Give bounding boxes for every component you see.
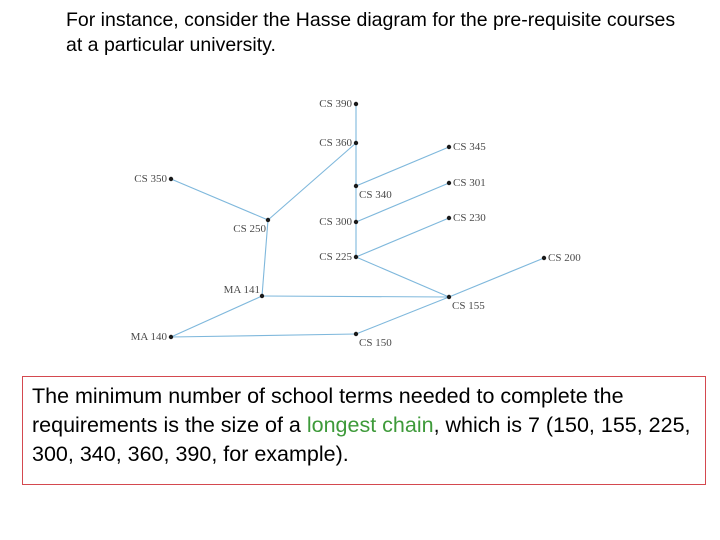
summary-box bbox=[22, 376, 706, 485]
edge-cs360-cs250 bbox=[268, 143, 356, 220]
node-cs360 bbox=[319, 137, 358, 149]
node-label-cs150: CS 150 bbox=[359, 337, 392, 349]
edge-cs155-cs150 bbox=[356, 297, 449, 334]
intro-text: For instance, consider the Hasse diagram for the pre-requisite courses at a particular university. bbox=[66, 9, 676, 56]
node-dot-cs360 bbox=[354, 141, 358, 145]
node-label-ma141: MA 141 bbox=[223, 284, 260, 296]
node-dot-ma141 bbox=[260, 294, 264, 298]
node-dot-cs225 bbox=[354, 255, 358, 259]
summary-before: The minimum number of school terms needed to complete the requirements is the size of a bbox=[32, 384, 624, 437]
node-label-cs200: CS 200 bbox=[548, 252, 581, 264]
node-ma140 bbox=[131, 331, 174, 343]
edge-cs230-cs225 bbox=[356, 218, 449, 257]
node-label-cs301: CS 301 bbox=[453, 177, 486, 189]
edge-ma141-cs155 bbox=[262, 296, 449, 297]
node-dot-cs155 bbox=[447, 295, 451, 299]
node-cs345 bbox=[447, 141, 486, 153]
node-label-cs345: CS 345 bbox=[453, 141, 486, 153]
node-cs150 bbox=[354, 332, 392, 349]
node-cs250 bbox=[233, 218, 270, 235]
node-dot-cs230 bbox=[447, 216, 451, 220]
summary-text bbox=[32, 382, 702, 469]
edge-ma140-cs150 bbox=[171, 334, 356, 337]
node-dot-cs350 bbox=[169, 177, 173, 181]
node-dot-cs390 bbox=[354, 102, 358, 106]
edge-cs350-cs250 bbox=[171, 179, 268, 220]
longest-chain-highlight: longest chain bbox=[306, 413, 434, 437]
edge-cs225-cs155 bbox=[356, 257, 449, 297]
node-label-cs340: CS 340 bbox=[359, 189, 392, 201]
node-cs340 bbox=[354, 184, 392, 201]
node-dot-cs200 bbox=[542, 256, 546, 260]
node-cs350 bbox=[134, 173, 173, 185]
node-label-cs155: CS 155 bbox=[452, 300, 485, 312]
node-cs230 bbox=[447, 212, 486, 224]
edge-cs345-cs340 bbox=[356, 147, 449, 186]
node-dot-cs250 bbox=[266, 218, 270, 222]
node-cs301 bbox=[447, 177, 486, 189]
node-label-cs225: CS 225 bbox=[319, 251, 352, 263]
node-label-cs300: CS 300 bbox=[319, 216, 352, 228]
node-dot-cs150 bbox=[354, 332, 358, 336]
summary-after: , which is 7 (150, 155, 225, 300, 340, 360, 390, for example). bbox=[32, 413, 691, 466]
node-label-cs350: CS 350 bbox=[134, 173, 167, 185]
node-dot-cs345 bbox=[447, 145, 451, 149]
node-cs225 bbox=[319, 251, 358, 263]
node-dot-cs340 bbox=[354, 184, 358, 188]
edge-cs200-cs155 bbox=[449, 258, 544, 297]
node-cs300 bbox=[319, 216, 358, 228]
node-ma141 bbox=[224, 284, 265, 298]
node-dot-cs301 bbox=[447, 181, 451, 185]
node-label-cs360: CS 360 bbox=[319, 137, 352, 149]
node-dot-ma140 bbox=[169, 335, 173, 339]
node-dot-cs300 bbox=[354, 220, 358, 224]
edge-ma141-ma140 bbox=[171, 296, 262, 337]
node-label-cs390: CS 390 bbox=[319, 98, 352, 110]
node-cs200 bbox=[542, 252, 581, 264]
node-label-cs250: CS 250 bbox=[233, 223, 266, 235]
node-cs155 bbox=[447, 295, 485, 312]
node-cs390 bbox=[319, 98, 358, 110]
node-label-ma140: MA 140 bbox=[130, 331, 167, 343]
node-label-cs230: CS 230 bbox=[453, 212, 486, 224]
